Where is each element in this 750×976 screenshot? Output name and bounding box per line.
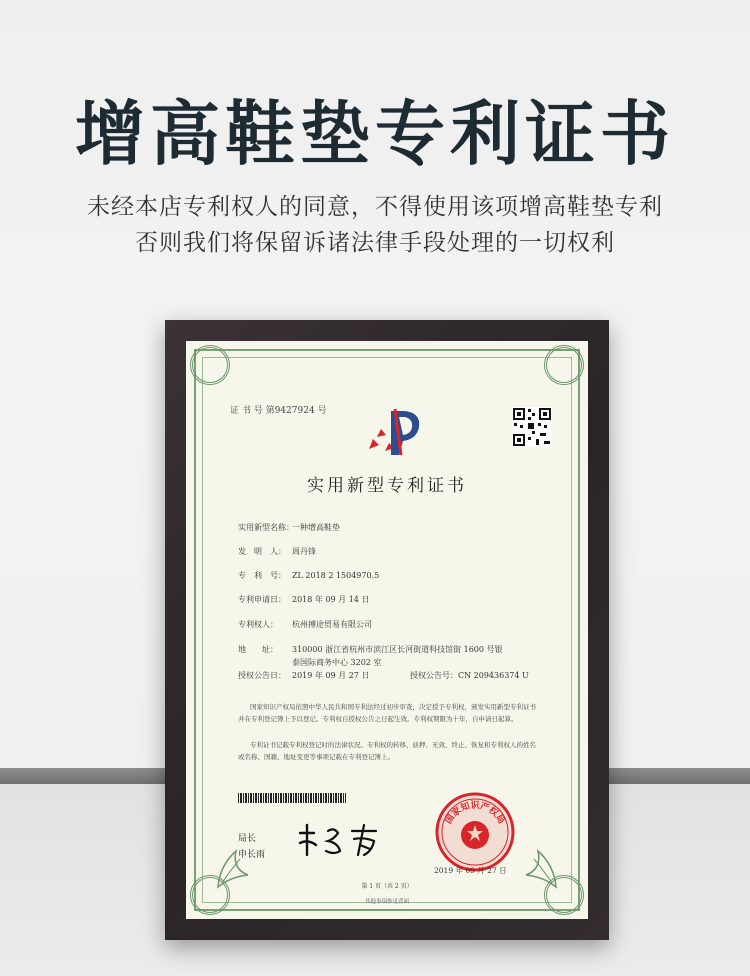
qr-code-icon	[512, 407, 552, 447]
field-utility-name: 实用新型名称：一种增高鞋垫	[238, 523, 340, 532]
subtitle-line-1: 未经本店专利权人的同意，不得使用该项增高鞋垫专利	[87, 194, 663, 220]
barcode	[238, 793, 346, 803]
certificate-title: 实用新型专利证书	[307, 476, 467, 496]
certificate-number: 证 书 号 第9427924 号	[230, 406, 327, 416]
handwritten-signature	[294, 821, 404, 861]
subtitle-line-2: 否则我们将保留诉诸法律手段处理的一切权利	[135, 230, 615, 256]
corner-ornament	[544, 345, 584, 385]
corner-ornament	[190, 345, 230, 385]
seal-date: 2019 年 09 月 27 日	[434, 866, 507, 875]
field-inventor: 发 明 人： 周丹锋	[238, 547, 316, 556]
field-grant-date: 授权公告日： 2019 年 09 月 27 日	[238, 671, 370, 680]
certificate-paper	[186, 341, 588, 919]
certificate-frame	[165, 320, 609, 940]
page-title: 增高鞋垫专利证书	[75, 93, 675, 175]
field-grant-number: 授权公告号：CN 209436374 U	[410, 671, 529, 680]
signature-name: 申长雨	[238, 850, 266, 860]
field-application-date: 专利申请日： 2018 年 09 月 14 日	[238, 595, 370, 604]
field-address: 地 址： 310000 浙江省杭州市滨江区长河街道科技馆街 1600 号银	[238, 645, 503, 654]
seal-text: 国家知识产权局	[443, 801, 507, 826]
official-seal	[434, 791, 516, 873]
certificate-paragraph-1: 国家知识产权局依照中华人民共和国专利法经过初步审查，决定授予专利权，颁发实用新型专利证书并在专利登记簿上予以登记。专利权自授权公告之日起生效。专利权期限为十年，自申请日起算。	[238, 703, 536, 723]
field-patent-number: 专 利 号： ZL 2018 2 1504970.5	[238, 571, 380, 580]
field-address-line-2: 泰国际商务中心 3202 室	[292, 658, 382, 667]
patent-office-emblem-icon	[361, 401, 431, 461]
footer-note: 其他事项参见背面	[364, 899, 409, 905]
field-patentee: 专利权人： 杭州搏途贸易有限公司	[238, 620, 372, 629]
signature-title: 局长	[238, 834, 257, 844]
certificate-paragraph-2: 专利证书记载专利权登记时的法律状况。专利权的转移、质押、无效、终止、恢复和专利权人的姓名或名称、国籍、地址变更等事项记载在专利登记簿上。	[238, 741, 536, 761]
page-number: 第 1 页（共 2 页）	[361, 883, 413, 890]
